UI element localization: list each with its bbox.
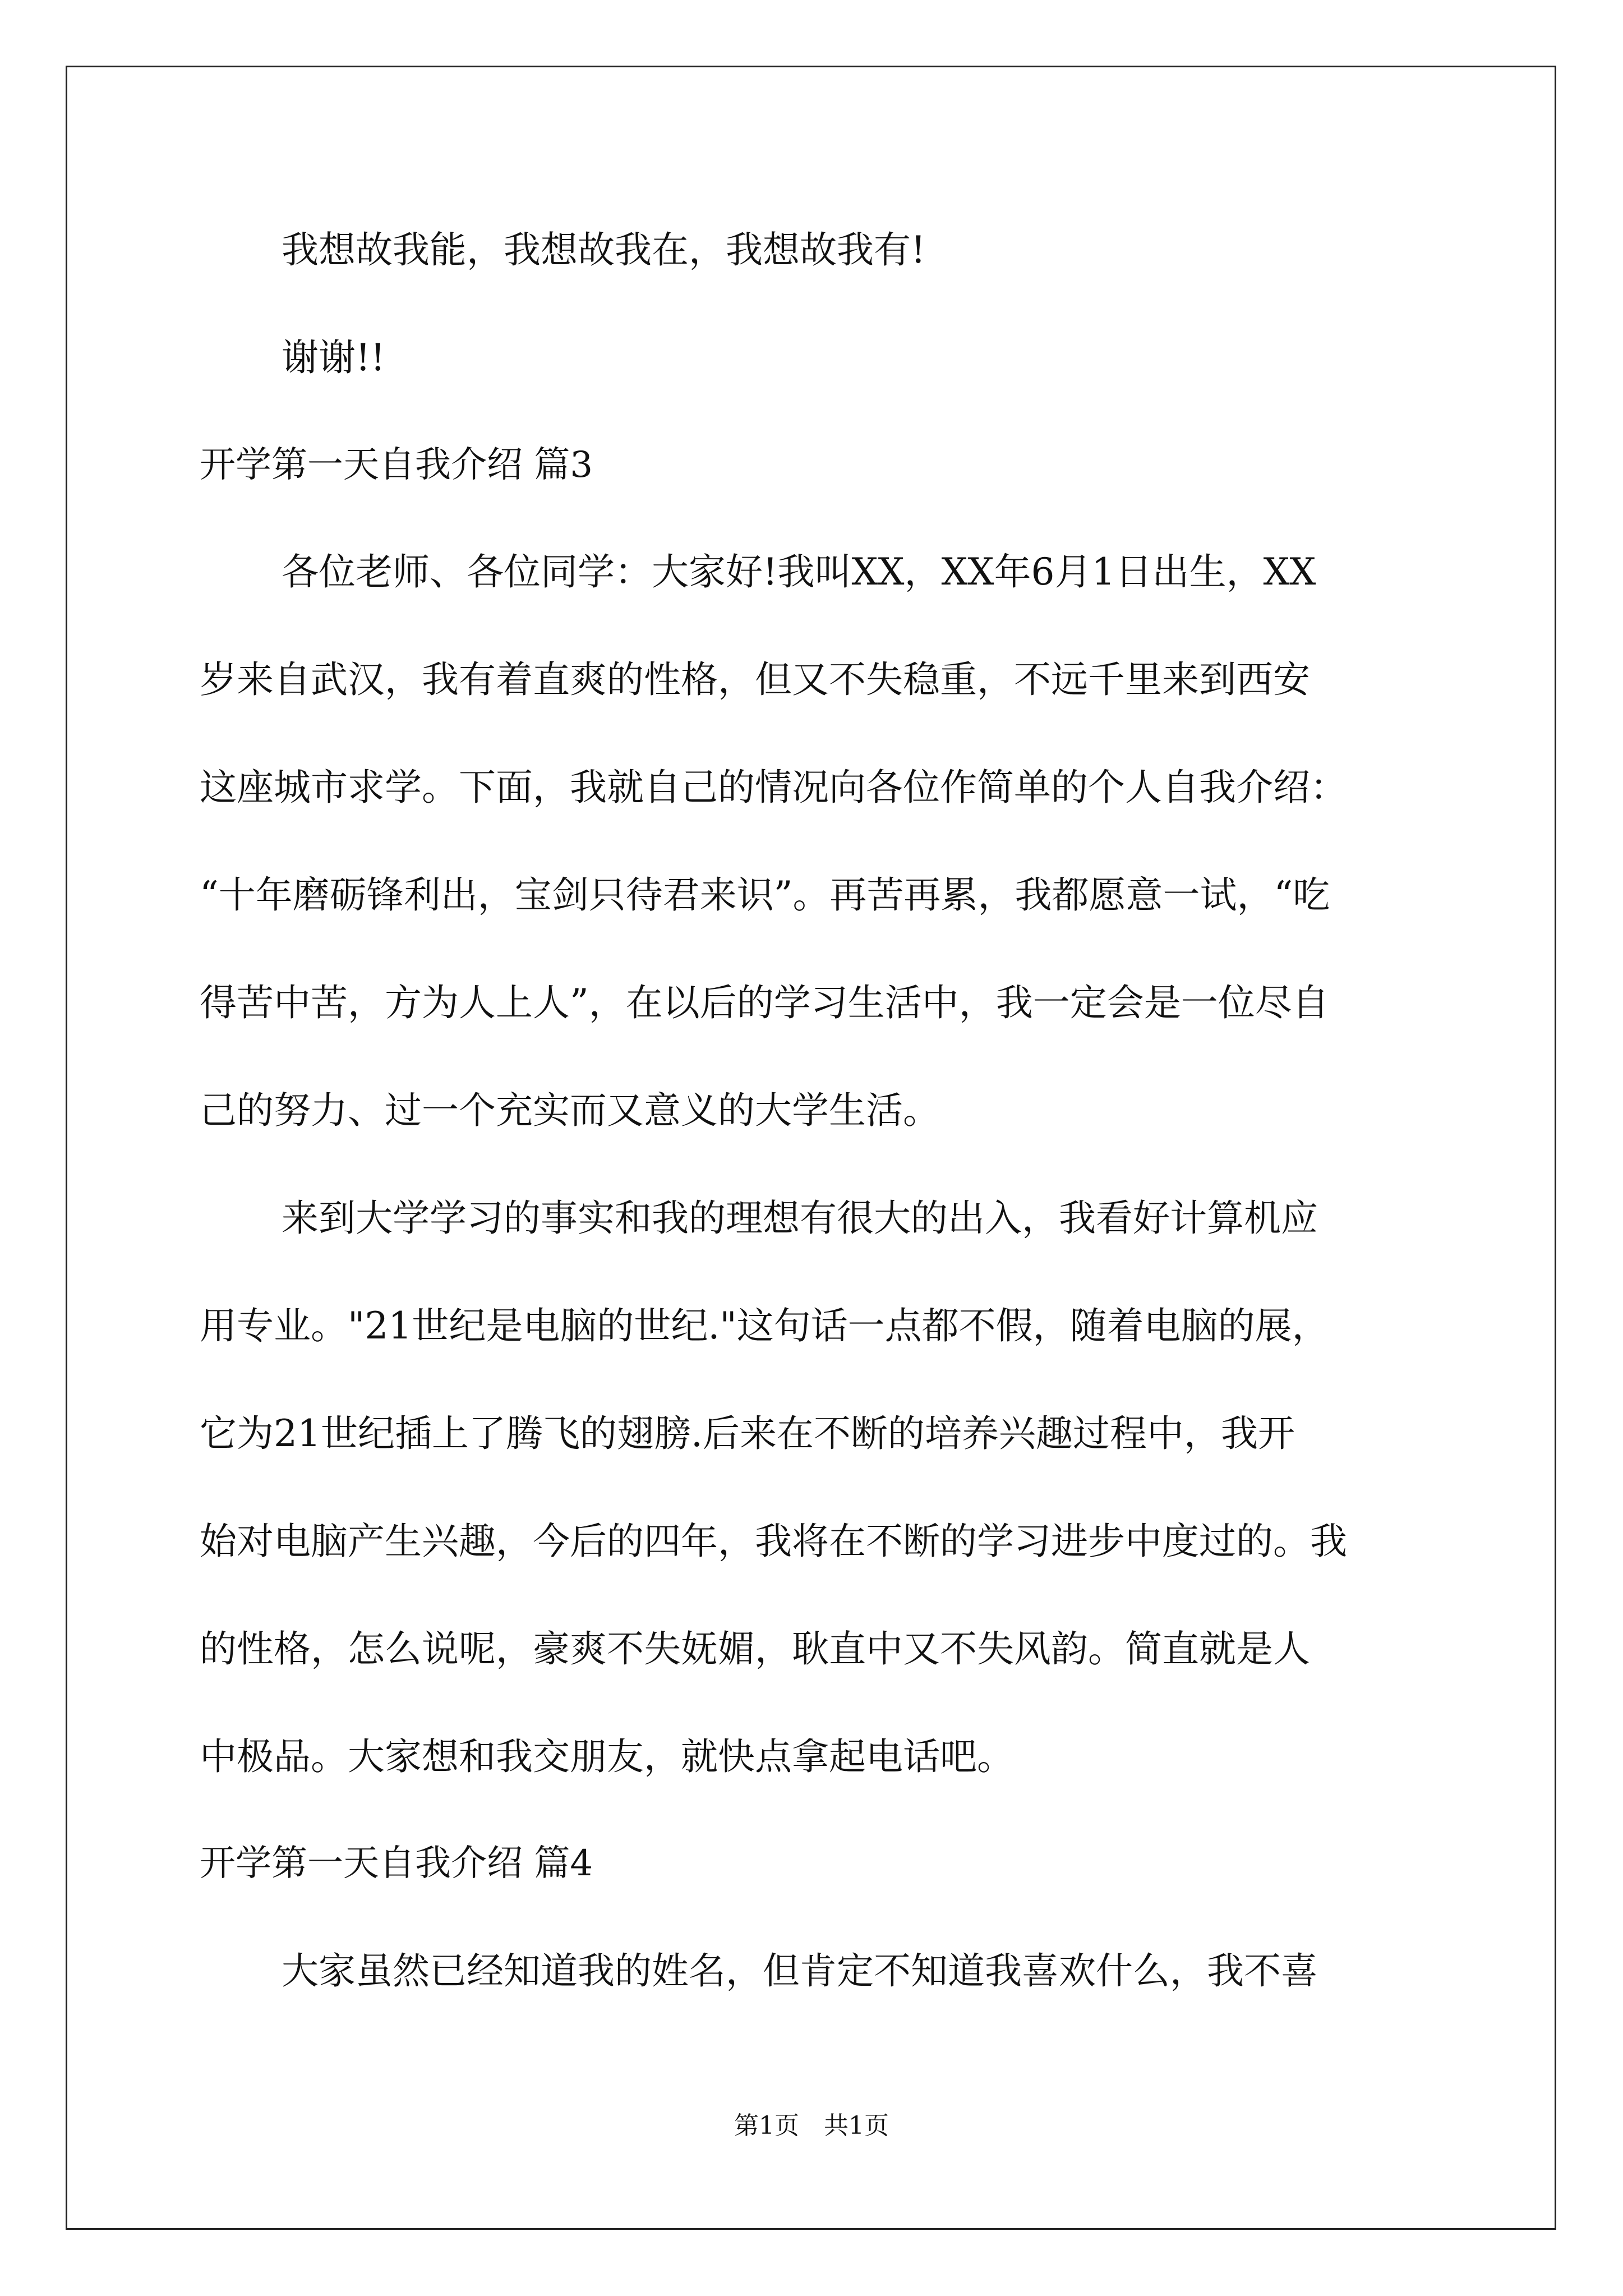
text-line: 的性格，怎么说呢，豪爽不失妩媚，耿直中又不失风韵。简直就是人 xyxy=(200,1627,1310,1671)
text-line: 各位老师、各位同学：大家好!我叫XX，XX年6月1日出生，XX xyxy=(282,550,1316,593)
text-line: 它为21世纪插上了腾飞的翅膀.后来在不断的培养兴趣过程中，我开 xyxy=(200,1412,1295,1455)
text-line: 谢谢!! xyxy=(282,336,386,379)
text-line: 大家虽然已经知道我的姓名，但肯定不知道我喜欢什么，我不喜 xyxy=(282,1949,1318,1993)
text-line: 中极品。大家想和我交朋友，就快点拿起电话吧。 xyxy=(200,1735,1014,1778)
text-line: 始对电脑产生兴趣，今后的四年，我将在不断的学习进步中度过的。我 xyxy=(200,1520,1347,1563)
text-line: 得苦中苦，方为人上人”，在以后的学习生活中，我一定会是一位尽自 xyxy=(200,981,1329,1024)
text-line: 我想故我能，我想故我在，我想故我有! xyxy=(282,228,926,272)
section-heading: 开学第一天自我介绍 篇3 xyxy=(200,444,593,486)
page-border xyxy=(66,66,1556,2230)
text-line: 来到大学学习的事实和我的理想有很大的出入，我看好计算机应 xyxy=(282,1197,1318,1240)
text-line: 这座城市求学。下面，我就自己的情况向各位作简单的个人自我介绍： xyxy=(200,766,1347,809)
section-heading: 开学第一天自我介绍 篇4 xyxy=(200,1843,593,1884)
page-number: 第1页 共1页 xyxy=(734,2111,889,2140)
text-line: 岁来自武汉，我有着直爽的性格，但又不失稳重，不远千里来到西安 xyxy=(200,658,1310,701)
text-line: 己的努力、过一个充实而又意义的大学生活。 xyxy=(200,1089,940,1132)
text-line: “十年磨砺锋利出，宝剑只待君来识”。再苦再累，我都愿意一试，“吃 xyxy=(200,873,1330,917)
text-line: 用专业。"21世纪是电脑的世纪."这句话一点都不假，随着电脑的展， xyxy=(200,1304,1329,1347)
